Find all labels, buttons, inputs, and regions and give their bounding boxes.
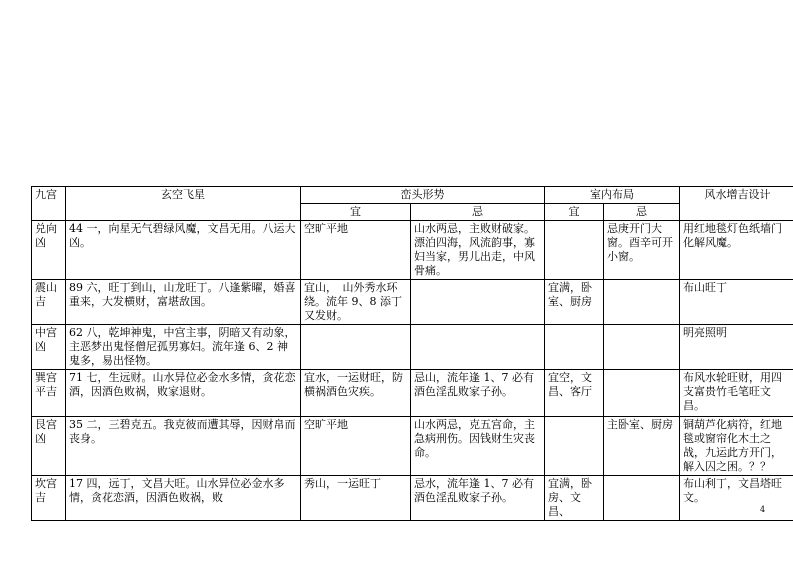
landform-ji-cell [411, 280, 545, 325]
landform-ji-cell: 山水两忌，主败财破家。漂泊四海，风流韵事，寡妇当家，男儿出走，中风骨痛。 [411, 221, 545, 280]
indoor-ji-cell: 主卧室、厨房 [604, 417, 680, 476]
palace-cell: 艮宫 凶 [32, 417, 66, 476]
header-flying-star: 玄空飞星 [66, 187, 301, 221]
design-cell: 用红地毯灯色纸墙门化解风魔。 [680, 221, 793, 280]
flying-star-cell: 17 四，远丁，文昌大旺。山水异位必金水多情，贪花恋酒，因酒色败祸，败 [66, 476, 301, 521]
landform-ji-cell: 忌水，流年逢 1、7 必有酒色淫乱败家子孙。 [411, 476, 545, 521]
design-cell: 明亮照明 [680, 325, 793, 370]
indoor-yi-cell [545, 221, 604, 280]
header-palace: 九宫 [32, 187, 66, 221]
palace-cell: 坎宫 吉 [32, 476, 66, 521]
design-cell: 布风水轮旺财，用四支富贵竹毛笔旺文昌。 [680, 370, 793, 417]
landform-ji-cell: 山水两忌，克五宫命，主急病刑伤。因钱财生灾丧命。 [411, 417, 545, 476]
palace-cell: 震山 吉 [32, 280, 66, 325]
palace-cell: 巽宫 平吉 [32, 370, 66, 417]
table-row [32, 325, 793, 370]
landform-ji-cell: 忌山，流年逢 1、7 必有酒色淫乱败家子孙。 [411, 370, 545, 417]
header-landform: 峦头形势 [301, 187, 545, 204]
landform-yi-cell: 宜水，一运财旺，防横祸酒色灾疾。 [301, 370, 411, 417]
landform-yi-cell: 宜山， 山外秀水环绕。流年 9、8 添丁又发财。 [301, 280, 411, 325]
header-indoor-layout: 室内布局 [545, 187, 680, 204]
landform-ji-cell [411, 325, 545, 370]
table-row [32, 280, 793, 325]
design-cell: 铜葫芦化病符，红地毯或窗帘化木土之战，九运此方开门，解入囚之困。？？ [680, 417, 793, 476]
indoor-yi-cell: 宜空，文昌、客厅 [545, 370, 604, 417]
indoor-yi-cell: 宜满，卧室、厨房 [545, 280, 604, 325]
indoor-yi-cell [545, 417, 604, 476]
design-cell: 布山利丁，文昌塔旺文。 [680, 476, 793, 521]
landform-yi-cell: 秀山，一运旺丁 [301, 476, 411, 521]
header-indoor-ji: 忌 [604, 204, 680, 221]
table-row [32, 221, 793, 280]
page-number: 4 [760, 505, 766, 514]
indoor-yi-cell [545, 325, 604, 370]
indoor-ji-cell [604, 476, 680, 521]
palace-cell: 中宫 凶 [32, 325, 66, 370]
indoor-ji-cell [604, 370, 680, 417]
header-row-1 [32, 187, 793, 204]
palace-cell: 兑向 凶 [32, 221, 66, 280]
landform-yi-cell [301, 325, 411, 370]
header-landform-ji: 忌 [411, 204, 545, 221]
indoor-ji-cell [604, 325, 680, 370]
design-cell: 布山旺丁 [680, 280, 793, 325]
flying-star-cell: 44 一，向星无气碧绿风魔，文昌无用。八运大凶。 [66, 221, 301, 280]
flying-star-cell: 62 八，乾坤神鬼，中宫主事，阴暗又有动象，主恶梦出鬼怪僧尼孤男寡妇。流年逢 6、2 神鬼多，易出怪物。 [66, 325, 301, 370]
header-design: 风水增吉设计 [680, 187, 793, 221]
indoor-ji-cell: 忌庚开门大窗。酉辛可开小窗。 [604, 221, 680, 280]
flying-star-cell: 71 七，生远财。山水异位必金水多情，贪花恋酒，因酒色败祸，败家退财。 [66, 370, 301, 417]
indoor-yi-cell: 宜满，卧房、文昌、 [545, 476, 604, 521]
fengshui-table [31, 186, 793, 521]
table-row [32, 417, 793, 476]
flying-star-cell: 89 六，旺丁到山，山龙旺丁。八逢紫曜，婚喜重来，大发横财，富堪敌国。 [66, 280, 301, 325]
indoor-ji-cell [604, 280, 680, 325]
header-indoor-yi: 宜 [545, 204, 604, 221]
header-landform-yi: 宜 [301, 204, 411, 221]
table-row [32, 476, 793, 521]
table-row [32, 370, 793, 417]
flying-star-cell: 35 二，三碧克五。我克彼而遭其辱，因财帛而丧身。 [66, 417, 301, 476]
landform-yi-cell: 空旷平地 [301, 417, 411, 476]
landform-yi-cell: 空旷平地 [301, 221, 411, 280]
